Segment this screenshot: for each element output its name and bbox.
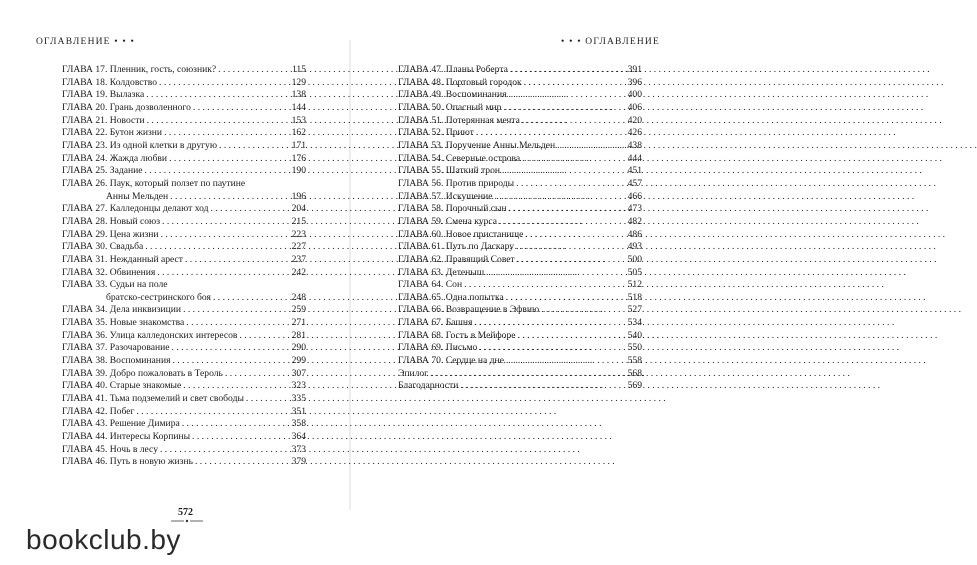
dot-leader	[211, 292, 292, 305]
dot-leader	[462, 279, 628, 292]
toc-entry	[62, 355, 306, 368]
toc-entry	[398, 89, 642, 102]
toc-entry	[398, 178, 642, 191]
toc-entry-title: ГЛАВА 48. Портовый городок	[398, 76, 522, 88]
page-number-ornament	[170, 519, 204, 523]
toc-entry-title: ГЛАВА 42. Побег	[62, 405, 135, 417]
toc-entry	[398, 127, 642, 140]
dot-leader	[555, 140, 627, 153]
toc-entry-page: 259	[291, 304, 306, 316]
watermark-logo: bookclub.by	[26, 524, 181, 555]
toc-entry-title: ГЛАВА 51. Потерянная мечта	[398, 114, 520, 126]
toc-entry	[62, 456, 306, 469]
toc-entry-title-continuation: Анны Мельден	[106, 190, 169, 202]
toc-entry	[62, 267, 306, 280]
toc-entry-page: 534	[627, 317, 642, 329]
toc-entry-title: ГЛАВА 19. Вылазка	[62, 89, 145, 101]
toc-entry-page: 364	[291, 431, 306, 443]
running-header-right: • • • ОГЛАВЛЕНИЕ	[561, 37, 660, 47]
toc-entry-title: ГЛАВА 45. Ночь в лесу	[62, 443, 158, 455]
dot-leader	[134, 406, 291, 419]
toc-entry-page: 438	[627, 139, 642, 151]
toc-entry-title: ГЛАВА 23. Из одной клетки в другую	[62, 139, 218, 151]
toc-entry-continuation	[62, 191, 306, 204]
toc-entry-page: 227	[291, 241, 306, 253]
toc-entry	[398, 330, 642, 343]
toc-entry-title: ГЛАВА 27. Калледонцы делают ход	[62, 203, 209, 215]
toc-entry	[398, 191, 642, 204]
toc-entry	[62, 330, 306, 343]
toc-entry	[398, 140, 642, 153]
dot-leader	[143, 165, 292, 178]
toc-entry	[398, 304, 642, 317]
toc-entry-title: ГЛАВА 47. Планы Роберта	[398, 64, 508, 75]
toc-entry-page: 351	[291, 405, 306, 417]
toc-entry-title: ГЛАВА 53. Поручение Анны Мельден	[398, 139, 556, 151]
toc-entry-page: 335	[291, 393, 306, 405]
dot-leader	[500, 165, 628, 178]
toc-entry-page: 358	[291, 418, 306, 430]
toc-entry-page: 373	[291, 443, 306, 455]
toc-entry-title: ГЛАВА 58. Порочный сын	[398, 203, 507, 215]
toc-entry	[62, 368, 306, 381]
toc-entry-page: 512	[627, 279, 642, 291]
dot-leader	[216, 64, 292, 77]
dot-leader	[162, 127, 292, 140]
toc-entry-title: ГЛАВА 61. Путь по Даскару	[398, 241, 515, 253]
toc-entry-title-continuation: братско-сестринского боя	[106, 291, 211, 303]
dot-leader	[520, 153, 627, 166]
toc-entry-title: ГЛАВА 26. Паук, который ползет по паутине	[62, 177, 246, 189]
toc-entry-title: ГЛАВА 67. Башня	[398, 317, 473, 329]
toc-entry-page: 550	[627, 342, 642, 354]
dot-leader	[539, 304, 627, 317]
toc-entry-title: ГЛАВА 24. Жажда любви	[62, 152, 168, 164]
toc-entry-title: Благодарности	[398, 380, 459, 392]
toc-entry	[62, 317, 306, 330]
toc-entry-title: ГЛАВА 38. Воспоминания	[62, 355, 171, 367]
toc-entry-page: 505	[627, 266, 642, 278]
toc-entry-page: 215	[291, 215, 306, 227]
toc-entry-page: 196	[291, 190, 306, 202]
dot-leader	[180, 418, 292, 431]
toc-entry	[398, 241, 642, 254]
dot-leader	[520, 115, 628, 128]
running-header-left: ОГЛАВЛЕНИЕ • • •	[36, 37, 135, 47]
toc-entry-title: ГЛАВА 44. Интересы Корпины	[62, 431, 191, 443]
dot-leader	[428, 368, 627, 381]
toc-entry-page: 486	[627, 228, 642, 240]
toc-entry	[62, 64, 306, 77]
toc-entry-title: ГЛАВА 25. Задание	[62, 165, 143, 177]
toc-entry	[398, 254, 642, 267]
toc-entry	[398, 102, 642, 115]
dot-leader	[458, 380, 627, 393]
toc-entry-title: ГЛАВА 49. Воспоминания	[398, 89, 507, 101]
toc-entry	[398, 368, 642, 381]
toc-entry	[398, 77, 642, 90]
dot-leader	[507, 89, 628, 102]
dot-leader	[145, 115, 292, 128]
dot-leader	[157, 77, 292, 90]
toc-entry-title: ГЛАВА 56. Против природы	[398, 177, 515, 189]
toc-entry-page: 466	[627, 190, 642, 202]
dot-leader	[492, 191, 627, 204]
toc-entry-page: 558	[627, 355, 642, 367]
toc-entry-title: ГЛАВА 30. Свадьба	[62, 241, 144, 253]
dot-leader	[160, 216, 292, 229]
toc-entry-page: 153	[291, 114, 306, 126]
toc-entry	[398, 267, 642, 280]
toc-entry-page: 518	[627, 291, 642, 303]
toc-entry	[62, 102, 306, 115]
toc-entry-title: ГЛАВА 36. Улица калледонских интересов	[62, 329, 238, 341]
dot-leader	[508, 64, 628, 77]
toc-entry-page: 271	[291, 317, 306, 329]
toc-entry-page: 396	[627, 76, 642, 88]
toc-entry	[398, 355, 642, 368]
toc-entry-title: ГЛАВА 43. Решение Димира	[62, 418, 180, 430]
dot-leader	[144, 89, 291, 102]
toc-entry-title: ГЛАВА 20. Грань дозволенного	[62, 101, 191, 113]
toc-entry	[62, 115, 306, 128]
toc-entry-page: 569	[627, 380, 642, 392]
toc-entry-title: ГЛАВА 68. Гость в Мейфоре	[398, 329, 516, 341]
toc-entry-title: ГЛАВА 54. Северные острова	[398, 152, 521, 164]
toc-entry-page: 500	[627, 253, 642, 265]
toc-entry	[398, 64, 642, 77]
toc-entry	[62, 418, 306, 431]
toc-entry	[62, 304, 306, 317]
toc-entry-page: 171	[291, 139, 306, 151]
toc-entry	[62, 342, 306, 355]
toc-entry-page: 493	[627, 241, 642, 253]
toc-entry-page: 162	[291, 127, 306, 139]
toc-entry-title: ГЛАВА 41. Тьма подземелий и свет свободы	[62, 393, 244, 405]
toc-entry	[398, 279, 642, 292]
toc-entry	[398, 115, 642, 128]
toc-entry	[398, 153, 642, 166]
toc-entry	[62, 165, 306, 178]
dot-leader	[191, 102, 292, 115]
toc-entry	[62, 153, 306, 166]
dot-leader	[504, 292, 628, 305]
toc-entry	[398, 317, 642, 330]
dot-leader	[504, 355, 628, 368]
toc-entry-title: ГЛАВА 52. Приют	[398, 127, 474, 139]
toc-entry-page: 223	[291, 228, 306, 240]
dot-leader	[183, 254, 292, 267]
toc-column-left	[62, 64, 306, 469]
toc-entry	[62, 203, 306, 216]
dot-leader	[155, 267, 291, 280]
dot-leader	[516, 330, 628, 343]
toc-entry	[62, 127, 306, 140]
toc-entry	[62, 89, 306, 102]
toc-entry-page: 457	[627, 177, 642, 189]
toc-entry-title: ГЛАВА 28. Новый союз	[62, 215, 161, 227]
dot-leader	[474, 127, 628, 140]
toc-entry	[62, 229, 306, 242]
toc-entry-continuation	[62, 292, 306, 305]
toc-entry-page: 138	[291, 89, 306, 101]
toc-entry	[62, 393, 306, 406]
toc-entry-title: ГЛАВА 64. Сон	[398, 279, 463, 291]
toc-entry	[398, 229, 642, 242]
dot-leader	[514, 178, 627, 191]
toc-entry	[62, 216, 306, 229]
toc-entry	[398, 203, 642, 216]
toc-entry-title: ГЛАВА 29. Цена жизни	[62, 228, 159, 240]
toc-entry-page: 391	[627, 64, 642, 75]
dot-leader	[244, 393, 292, 406]
toc-entry	[62, 406, 306, 419]
toc-entry	[398, 380, 642, 393]
toc-entry	[62, 178, 306, 191]
toc-entry-page: 176	[291, 152, 306, 164]
toc-entry-page: 242	[291, 266, 306, 278]
toc-entry-page: 323	[291, 380, 306, 392]
toc-entry	[398, 292, 642, 305]
toc-entry-page: 307	[291, 367, 306, 379]
toc-entry	[398, 165, 642, 178]
toc-entry	[62, 241, 306, 254]
toc-entry-title: ГЛАВА 62. Правящий Совет	[398, 253, 515, 265]
toc-entry-page: 190	[291, 165, 306, 177]
dot-leader	[237, 330, 291, 343]
toc-entry-title: ГЛАВА 57. Искушение	[398, 190, 493, 202]
dot-leader	[484, 267, 628, 280]
toc-entry	[62, 254, 306, 267]
toc-entry-page: 237	[291, 253, 306, 265]
toc-entry-page: 248	[291, 291, 306, 303]
toc-entry-page: 129	[291, 76, 306, 88]
toc-entry	[62, 444, 306, 457]
toc-entry-title: ГЛАВА 22. Бутон жизни	[62, 127, 163, 139]
dot-leader	[522, 77, 628, 90]
dot-leader	[170, 342, 292, 355]
toc-entry	[62, 140, 306, 153]
toc-entry-title: ГЛАВА 33. Судьи на поле	[62, 279, 168, 291]
dot-leader	[515, 254, 628, 267]
dot-leader	[223, 368, 292, 381]
toc-entry-page: 482	[627, 215, 642, 227]
toc-entry-title: ГЛАВА 55. Шаткий трон	[398, 165, 501, 177]
dot-leader	[514, 241, 628, 254]
toc-entry-page: 144	[291, 101, 306, 113]
toc-entry-page: 451	[627, 165, 642, 177]
dot-leader	[193, 456, 292, 469]
toc-entry	[62, 380, 306, 393]
toc-entry-title: ГЛАВА 60. Новое пристанище	[398, 228, 524, 240]
page-number: 572	[178, 507, 193, 518]
toc-entry-title: ГЛАВА 66. Возвращение в Эфвию	[398, 304, 540, 316]
dot-leader	[217, 140, 292, 153]
toc-entry-title: ГЛАВА 35. Новые знакомства	[62, 317, 185, 329]
dot-leader	[501, 102, 627, 115]
toc-entry	[62, 279, 306, 292]
toc-entry-page: 204	[291, 203, 306, 215]
dot-leader	[190, 431, 292, 444]
toc-entry-title: ГЛАВА 65. Одна попытка	[398, 291, 504, 303]
toc-entry-page: 115	[291, 64, 306, 75]
dot-leader	[159, 229, 292, 242]
dot-leader	[523, 229, 627, 242]
dot-leader	[507, 203, 628, 216]
dot-leader	[171, 355, 292, 368]
toc-entry-title: ГЛАВА 46. Путь в новую жизнь	[62, 456, 193, 468]
toc-entry-page: 473	[627, 203, 642, 215]
toc-entry-page: 299	[291, 355, 306, 367]
toc-entry	[62, 431, 306, 444]
toc-entry-page: 400	[627, 89, 642, 101]
toc-entry-title: ГЛАВА 70. Сердце на дне	[398, 355, 504, 367]
toc-entry-title: Эпилог	[398, 367, 429, 379]
dot-leader	[168, 191, 291, 204]
toc-entry-page: 281	[291, 329, 306, 341]
dot-leader	[497, 216, 628, 229]
toc-entry-page: 426	[627, 127, 642, 139]
toc-entry-title: ГЛАВА 17. Пленник, гость, союзник?	[62, 64, 217, 75]
toc-entry-page: 527	[627, 304, 642, 316]
dot-leader	[472, 317, 627, 330]
toc-entry-page: 420	[627, 114, 642, 126]
toc-entry-title: ГЛАВА 69. Письмо	[398, 342, 478, 354]
toc-entry-title: ГЛАВА 40. Старые знакомые	[62, 380, 182, 392]
dot-leader	[184, 317, 291, 330]
dot-leader	[209, 203, 292, 216]
dot-leader	[143, 241, 291, 254]
dot-leader	[181, 380, 291, 393]
toc-entry-title: ГЛАВА 31. Нежданный арест	[62, 253, 183, 265]
toc-entry-page: 540	[627, 329, 642, 341]
toc-entry-title: ГЛАВА 59. Смена курса	[398, 215, 498, 227]
toc-entry	[62, 77, 306, 90]
toc-entry-page: 290	[291, 342, 306, 354]
toc-entry-title: ГЛАВА 39. Добро пожаловать в Тероль	[62, 367, 223, 379]
toc-entry-title: ГЛАВА 37. Разочарование	[62, 342, 170, 354]
toc-entry-page: 406	[627, 101, 642, 113]
dot-leader	[477, 342, 627, 355]
toc-entry-title: ГЛАВА 63. Детеныш	[398, 266, 485, 278]
toc-entry-title: ГЛАВА 50. Опасный мир	[398, 101, 502, 113]
toc-entry-page: 379	[291, 456, 306, 468]
toc-entry	[398, 342, 642, 355]
toc-entry-page: 568	[627, 367, 642, 379]
toc-entry-title: ГЛАВА 32. Обвинения	[62, 266, 156, 278]
dot-leader	[181, 304, 292, 317]
toc-entry-title: ГЛАВА 18. Колдовство	[62, 76, 158, 88]
toc-column-right	[398, 64, 642, 393]
dot-leader	[167, 153, 292, 166]
toc-entry-title: ГЛАВА 21. Новости	[62, 114, 145, 126]
dot-leader	[158, 444, 292, 457]
toc-entry	[398, 216, 642, 229]
toc-entry-title: ГЛАВА 34. Дела инквизиции	[62, 304, 182, 316]
toc-entry-page: 444	[627, 152, 642, 164]
